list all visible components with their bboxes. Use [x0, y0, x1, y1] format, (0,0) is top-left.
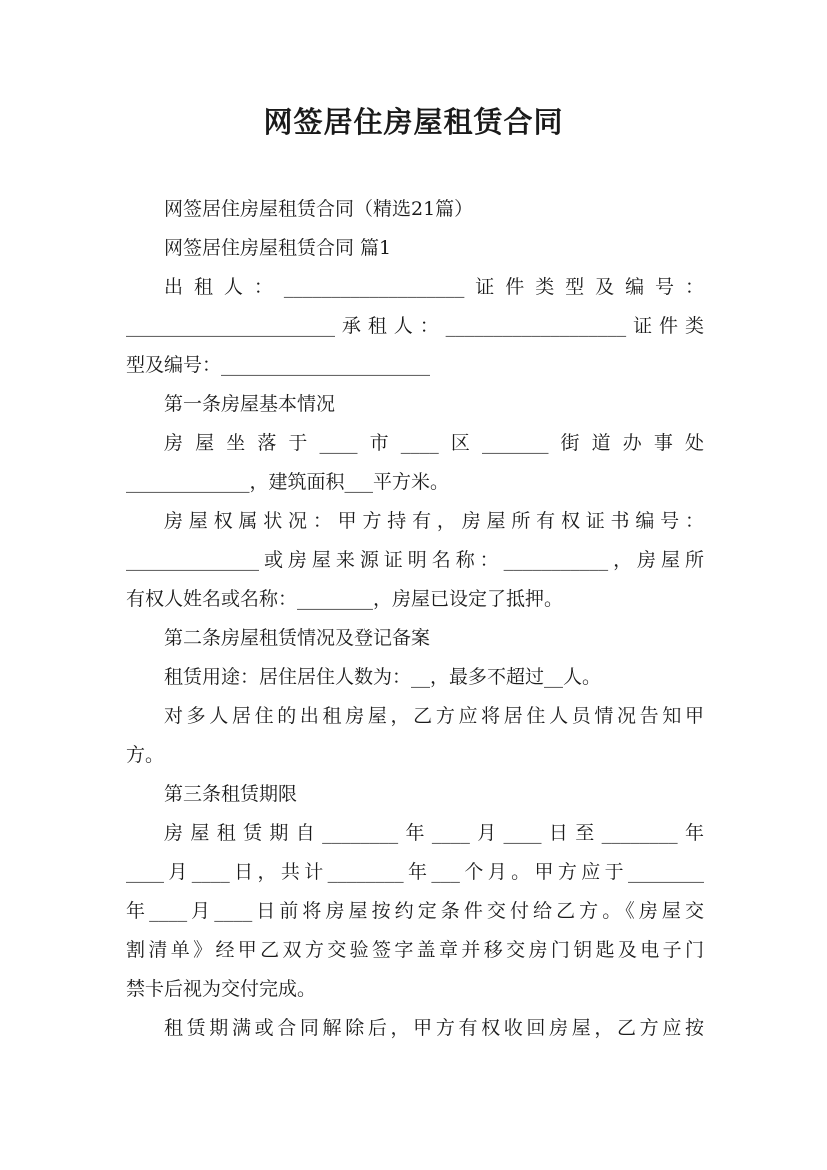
paragraph-line: ______________________承租人：___________________证件类	[126, 315, 704, 337]
paragraph-line: 房屋权属状况：甲方持有，房屋所有权证书编号：	[164, 510, 704, 532]
paragraph-line: 型及编号：______________________	[126, 354, 431, 376]
paragraph-line: 对多人居住的出租房屋，乙方应将居住人员情况告知甲	[164, 705, 704, 727]
document-body	[126, 190, 704, 1048]
section-heading-line: 网签居住房屋租赁合同 篇1	[164, 237, 392, 259]
paragraph-line: 出租人：___________________证件类型及编号：	[164, 276, 704, 298]
paragraph-line: ______________或房屋来源证明名称：___________，房屋所	[126, 549, 704, 571]
paragraph-line: 租赁用途：居住居住人数为：__，最多不超过__人。	[164, 666, 602, 688]
paragraph-line: ____月____日，共计________年___个月。甲方应于________	[126, 861, 704, 883]
paragraph-line: 禁卡后视为交付完成。	[126, 978, 317, 1000]
article-heading-line: 第三条租赁期限	[164, 783, 298, 805]
paragraph-line: 年____月____日前将房屋按约定条件交付给乙方。《房屋交	[126, 900, 704, 922]
paragraph-line: 有权人姓名或名称：________，房屋已设定了抵押。	[126, 588, 564, 610]
paragraph-line: 割清单》经甲乙双方交验签字盖章并移交房门钥匙及电子门	[126, 939, 704, 961]
subtitle-line: 网签居住房屋租赁合同（精选21篇）	[164, 198, 474, 220]
paragraph-line: 房屋坐落于____市____区_______街道办事处	[164, 432, 704, 454]
article-heading-line: 第一条房屋基本情况	[164, 393, 336, 415]
paragraph-line: 租赁期满或合同解除后，甲方有权收回房屋，乙方应按	[164, 1017, 704, 1039]
article-heading-line: 第二条房屋租赁情况及登记备案	[164, 627, 431, 649]
paragraph-line: 房屋租赁期自________年____月____日至________年	[164, 822, 704, 844]
paragraph-line: _____________，建筑面积___平方米。	[126, 471, 450, 493]
paragraph-line: 方。	[126, 744, 165, 766]
document-title: 网签居住房屋租赁合同	[263, 105, 564, 139]
